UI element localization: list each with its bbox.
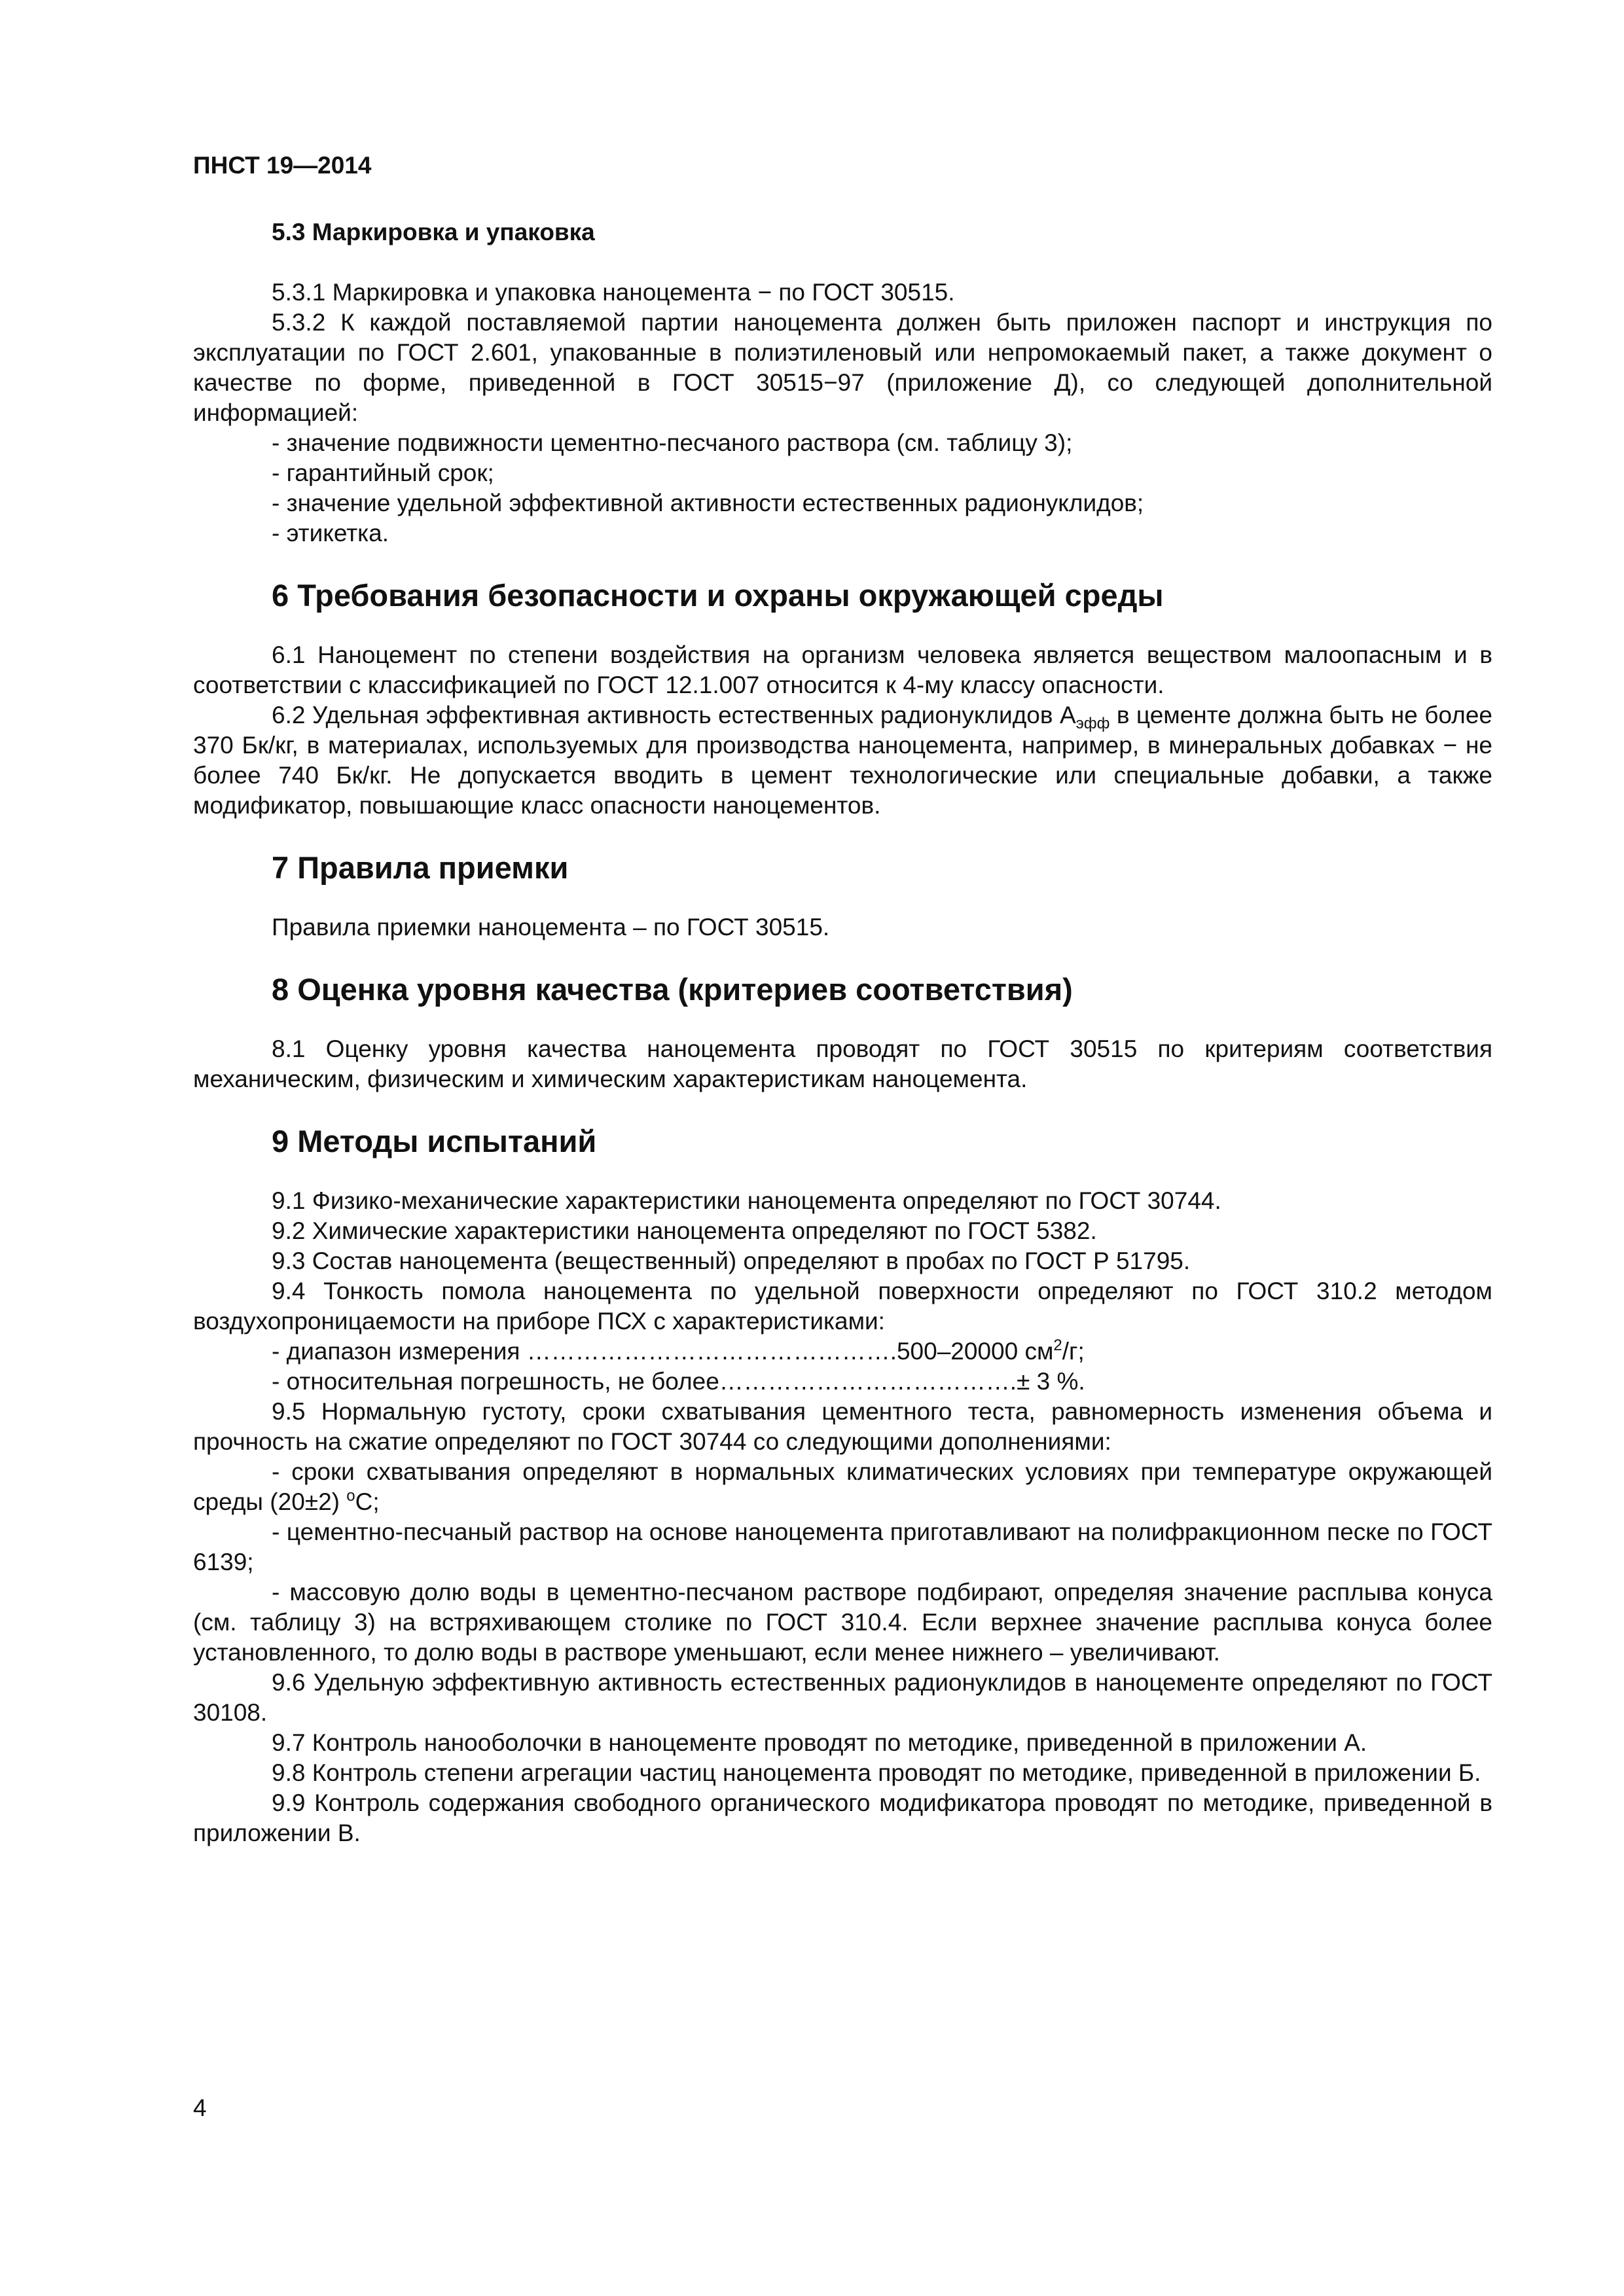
paragraph-9-7: 9.7 Контроль нанооболочки в наноцементе проводят по методике, приведенной в приложении А. xyxy=(272,1729,1367,1756)
page-number: 4 xyxy=(193,2094,207,2121)
list-item: - диапазон измерения ……………………………………….500–20000 $см^2/г$; xyxy=(272,1336,1085,1365)
list-item: - гарантийный срок; xyxy=(272,459,494,486)
paragraph-9-4: 9.4 Тонкость помола наноцемента по удельной поверхности определяют по ГОСТ 310.2 методом воздухопроницаемости на приборе ПСХ с характеристиками: xyxy=(193,1278,1492,1335)
list-item: - значение подвижности цементно-песчаного раствора (см. таблицу 3); xyxy=(272,429,1073,456)
paragraph-9-3: 9.3 Состав наноцемента (вещественный) определяют в пробах по ГОСТ Р 51795. xyxy=(272,1247,1191,1274)
list-item: - цементно-песчаный раствор на основе наноцемента приготавливают на полифракционном песке по ГОСТ 6139; xyxy=(193,1518,1492,1575)
paragraph-9-6: 9.6 Удельную эффективную активность естественных радионуклидов в наноцементе определяют по ГОСТ 30108. xyxy=(193,1669,1492,1726)
list-item: - сроки схватывания определяют в нормальных климатических условиях при температуре окружающей среды (20±2) $^o$С; xyxy=(193,1458,1492,1515)
section-8-heading: 8 Оценка уровня качества (критериев соответствия) xyxy=(272,972,1073,1007)
list-item: - относительная погрешность, не более……………………………….± 3 %. xyxy=(272,1368,1085,1395)
paragraph-9-8: 9.8 Контроль степени агрегации частиц наноцемента проводят по методике, приведенной в приложении Б. xyxy=(272,1759,1481,1786)
list-item: - массовую долю воды в цементно-песчаном растворе подбирают, определяя значение расплыва конуса (см. таблицу 3) на встряхивающем столике по ГОСТ 310.4. Если верхнее значение расплыва конуса более установленного, то долю воды в растворе уменьшают, если менее нижнего – увеличивают. xyxy=(193,1579,1492,1666)
list-item: - этикетка. xyxy=(272,520,389,547)
list-item: - значение удельной эффективной активности естественных радионуклидов; xyxy=(272,490,1144,516)
paragraph-7: Правила приемки наноцемента – по ГОСТ 30515. xyxy=(272,914,830,941)
section-6-heading: 6 Требования безопасности и охраны окружающей среды xyxy=(272,578,1164,613)
paragraph-5-3-1: 5.3.1 Маркировка и упаковка наноцемента − по ГОСТ 30515. xyxy=(272,279,955,306)
paragraph-9-2: 9.2 Химические характеристики наноцемента определяют по ГОСТ 5382. xyxy=(272,1217,1097,1244)
paragraph-9-1: 9.1 Физико-механические характеристики наноцемента определяют по ГОСТ 30744. xyxy=(272,1187,1221,1214)
paragraph-9-9: 9.9 Контроль содержания свободного органического модификатора проводят по методике, приведенной в приложении В. xyxy=(193,1789,1492,1846)
paragraph-6-1: 6.1 Наноцемент по степени воздействия на организм человека является веществом малоопасным и в соответствии с классификацией по ГОСТ 12.1.007 относится к 4-му классу опасности. xyxy=(193,641,1492,698)
section-7-heading: 7 Правила приемки xyxy=(272,850,569,885)
paragraph-6-2: 6.2 Удельная эффективная активность естественных радионуклидов $А_{эфф}$ в цементе должна быть не более 370 Бк/кг, в материалах, используемых для производства наноцемента, например, в минеральных добавках − не более 740 Бк/кг. Не допускается вводить в цемент технологические или специальные добавки, а также модификатор, повышающие класс опасности наноцементов. xyxy=(193,702,1492,819)
paragraph-5-3-2: 5.3.2 К каждой поставляемой партии наноцемента должен быть приложен паспорт и инструкция по эксплуатации по ГОСТ 2.601, упакованные в полиэтиленовый или непромокаемый пакет, а также документ о качестве по форме, приведенной в ГОСТ 30515−97 (приложение Д), со следующей дополнительной информацией: xyxy=(193,309,1492,426)
section-9-heading: 9 Методы испытаний xyxy=(272,1124,597,1158)
paragraph-8-1: 8.1 Оценку уровня качества наноцемента проводят по ГОСТ 30515 по критериям соответствия механическим, физическим и химическим характеристикам наноцемента. xyxy=(193,1035,1492,1092)
section-5-3-title: 5.3 Маркировка и упаковка xyxy=(272,219,595,245)
document-body xyxy=(193,217,1492,1848)
paragraph-9-5: 9.5 Нормальную густоту, сроки схватывания цементного теста, равномерность изменения объема и прочность на сжатие определяют по ГОСТ 30744 со следующими дополнениями: xyxy=(193,1398,1492,1455)
standard-code: ПНСТ 19—2014 xyxy=(193,152,372,179)
